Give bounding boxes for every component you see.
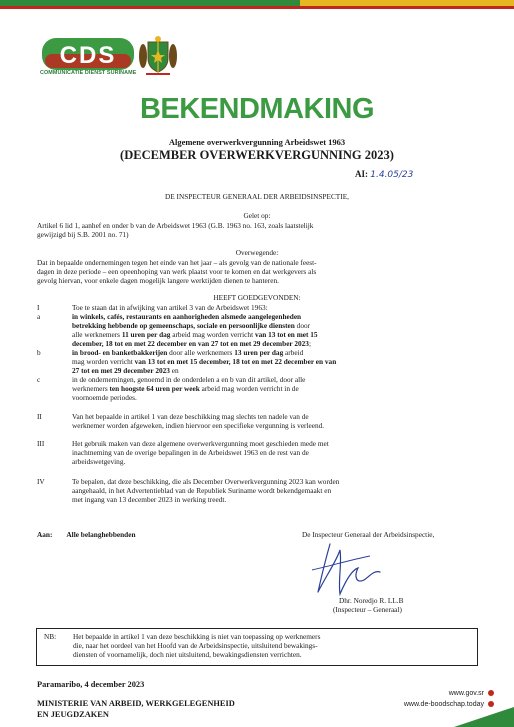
handwritten-signature [300, 540, 390, 602]
article-3-line2: inachtneming van de overige bepalingen in de Arbeidswet 1963 en de rest van de [72, 448, 309, 457]
article-1b-line1: in brood- en banketbakkerijen door alle werknemers 13 uren per dag arbeid [72, 348, 304, 357]
headline: BEKENDMAKING [139, 93, 375, 125]
signatory-role: (Inspecteur – Generaal) [333, 605, 402, 614]
gelet-op-heading: Gelet op: [243, 211, 271, 220]
gelet-op-line2: gewijzigd bij S.B. 2001 no. 71) [37, 230, 129, 239]
goedgevonden-heading: HEEFT GOEDGEVONDEN: [213, 293, 301, 302]
url-bullet-icon [488, 690, 494, 696]
cds-logo [42, 38, 134, 70]
article-4-line2: aangehaald, in het Advertentieblad van de Republiek Suriname wordt bekendgemaakt en [72, 486, 332, 495]
article-3-number: III [37, 439, 45, 448]
footer-url-gov[interactable]: www.gov.sr [449, 690, 494, 697]
article-1a-line4: december, 18 tot en met 22 december en van 27 tot en met 29 december 2023; [72, 339, 311, 348]
document-subtitle: Algemene overwerkvergunning Arbeidswet 1963 [168, 137, 346, 147]
inspector-heading: DE INSPECTEUR GENERAAL DER ARBEIDSINSPECTIE, [165, 192, 349, 201]
article-1b-line2: mag worden verricht van 13 tot en met 15 december, 18 tot en met 22 december en van [72, 357, 337, 366]
overwegende-line2: dagen in deze periode – een opeenhoping van werk plaatst voor te komen en dat werkgevers als [37, 267, 317, 276]
document-title: (DECEMBER OVERWERKVERGUNNING 2023) [120, 148, 394, 162]
reference-handwritten: 1.4.05/23 [370, 170, 414, 180]
overwegende-line3: gevolg hiervan, voor enkele dagen mogelijk langere werktijden dienen te hanteren. [37, 276, 279, 285]
nb-line2: die, naar het oordeel van het Hoofd van de Arbeidsinspectie, uitsluitend bewakings- [73, 641, 318, 650]
article-1c-line1: in de ondernemingen, genoemd in de onderdelen a en b van dit artikel, door alle [72, 375, 306, 384]
article-1b-line3: 27 tot en met 29 december 2023 en [72, 366, 179, 375]
addressee: Aan: Alle belanghebbenden [37, 530, 136, 539]
logo-subtitle: COMMUNICATIE DIENST SURINAME [40, 70, 137, 76]
reference-number [355, 169, 413, 180]
footer-url-boodschap[interactable]: www.de-boodschap.today [404, 701, 494, 708]
article-3-line1: Het gebruik maken van deze algemene overwerkvergunning moet geschieden mede met [72, 439, 329, 448]
nb-line3: diensten of voornamelijk, doch niet uitsluitend, bewakingsdiensten verrichten. [73, 650, 302, 659]
signature-title: De Inspecteur Generaal der Arbeidsinspectie, [302, 530, 435, 539]
ministry-line1: MINISTERIE VAN ARBEID, WERKGELEGENHEID [37, 699, 235, 708]
signatory-name: Dhr. Noredjo R. LL.B [339, 596, 404, 605]
article-4-line1: Te bepalen, dat deze beschikking, die als December Overwerkvergunning 2023 kan worden [72, 477, 340, 486]
suriname-coat-of-arms-icon [138, 34, 178, 76]
footer-corner-accent [454, 707, 514, 727]
place-date: Paramaribo, 4 december 2023 [37, 680, 145, 689]
header-band-red [0, 6, 514, 9]
logo-text: CDS [59, 42, 117, 69]
article-1a-line3: alle werknemers 11 uren per dag arbeid mag worden verricht van 13 tot en met 15 [72, 330, 318, 339]
article-1c-line3: voornoemde periodes. [72, 393, 137, 402]
article-3-line3: arbeidswetgeving. [72, 457, 126, 466]
nb-label: NB: [44, 632, 57, 641]
article-1-intro: Toe te staan dat in afwijking van artikel 3 van de Arbeidswet 1963: [72, 303, 268, 312]
article-1-number: I [37, 303, 40, 312]
article-4-line3: met ingang van 13 december 2023 in werking treedt. [72, 495, 227, 504]
reference-prefix: AI: [355, 169, 368, 179]
article-4-number: IV [37, 477, 45, 486]
article-2-line1: Van het bepaalde in artikel 1 van deze beschikking mag slechts ten nadele van de [72, 412, 309, 421]
article-2-number: II [37, 412, 42, 421]
article-1c-label: c [37, 375, 41, 384]
overwegende-heading: Overwegende: [235, 248, 279, 257]
overwegende-line1: Dat in bepaalde ondernemingen tegen het einde van het jaar – als gevolg van de nationale feest- [37, 258, 317, 267]
article-1c-line2: werknemers ten hoogste 64 uren per week arbeid mag worden verricht in de [72, 384, 299, 393]
article-1b-label: b [37, 348, 41, 357]
article-1a-label: a [37, 312, 41, 321]
nb-line1: Het bepaalde in artikel 1 van deze beschikking is niet van toepassing op werknemers [73, 632, 321, 641]
article-1a-line1: in winkels, cafés, restaurants en aanhorigheden alsmede aangelegenheden [72, 312, 302, 321]
article-1a-line2: betrekking hebbende op gemeenschaps, sociale en persoonlijke diensten door [72, 321, 311, 330]
article-2-line2: werknemer worden afgeweken, indien hiervoor een specifieke vergunning is verleend. [72, 421, 325, 430]
ministry-line2: EN JEUGDZAKEN [37, 710, 109, 719]
gelet-op-line1: Artikel 6 lid 1, aanhef en onder b van de Arbeidswet 1963 (G.B. 1963 no. 163, zoals laatstelijk [37, 221, 314, 230]
